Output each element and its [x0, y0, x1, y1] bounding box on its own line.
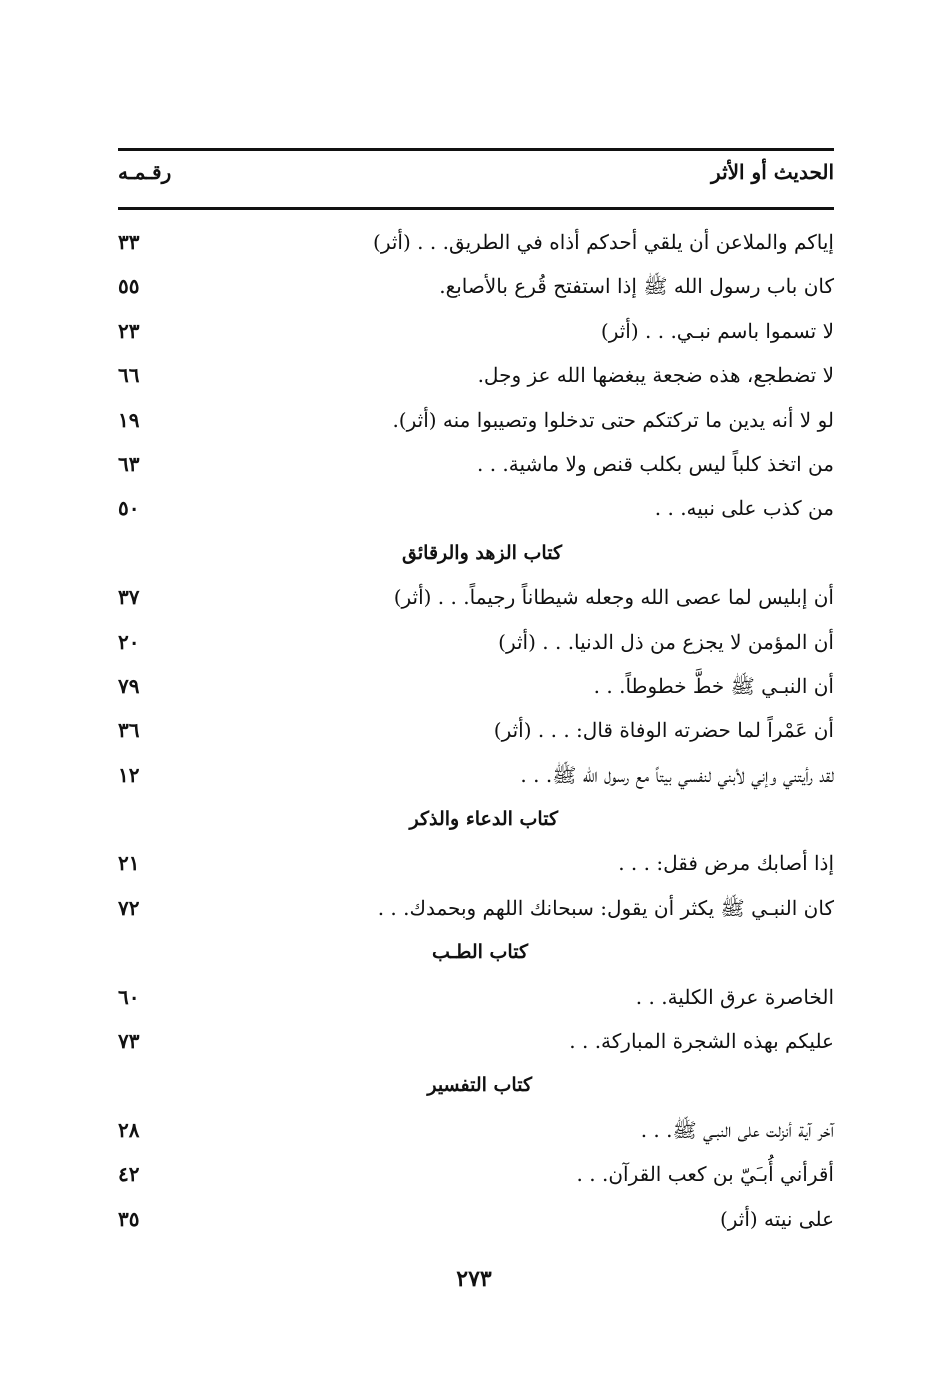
entry-text: إذا أصابك مرض فقل: . . . [618, 851, 834, 876]
section-heading: كتاب الزهد والرقائق [402, 541, 562, 564]
entry-text: من اتخذ كلباً ليس بكلب قنص ولا ماشية. . . [476, 451, 834, 476]
entry-text: الخاصرة عرق الكلية. . . [635, 984, 834, 1009]
entry-number: ٦٠ [118, 984, 140, 1009]
entry-text: لا تضطجع، هذه ضجعة يبغضها الله عز وجل. [477, 363, 834, 388]
section-heading: كتاب الطـب [432, 941, 528, 964]
entry-text: من كذب على نبيه. . . [654, 496, 834, 521]
entry-number: ٧٢ [118, 895, 140, 920]
index-entry [118, 664, 834, 708]
entry-number: ٢٣ [118, 318, 140, 343]
entry-text: لا تسموا باسم نبـي. . . (أثر) [600, 318, 834, 343]
entry-text: على نيته (أثر) [719, 1206, 834, 1231]
table-header [118, 152, 834, 204]
entry-number: ٣٧ [118, 585, 140, 610]
section-heading: كتاب التفسير [427, 1074, 532, 1097]
column-title-hadith: الحديث أو الأثر [711, 160, 834, 184]
index-entry [118, 264, 834, 308]
column-title-number: رقـمـه [118, 160, 172, 184]
index-entry [118, 1197, 834, 1241]
index-entry [118, 975, 834, 1019]
entry-number: ٢١ [118, 851, 140, 876]
entry-number: ٥٠ [118, 496, 140, 521]
index-entry [118, 220, 834, 264]
entry-text: عليكم بهذه الشجرة المباركة. . . [569, 1029, 834, 1054]
entry-text: إياكم والملاعن أن يلقي أحدكم أذاه في الطريق. . . (أثر) [373, 230, 834, 254]
section-heading-row [118, 531, 834, 575]
entry-number: ٥٥ [118, 274, 140, 299]
index-entry [118, 309, 834, 353]
section-heading: كتاب الدعاء والذكر [409, 808, 558, 831]
index-entry [118, 886, 834, 930]
index-entry [118, 442, 834, 486]
entry-number: ٦٣ [118, 451, 140, 476]
section-heading-row [118, 1063, 834, 1107]
entry-text: أن إبليس لما عصى الله وجعله شيطاناً رجيماً. . . (أثر) [393, 585, 834, 610]
index-entry [118, 1019, 834, 1063]
entry-text: أقرأني أُبـَيّ بن كعب القرآن. . . [576, 1162, 834, 1187]
index-entry [118, 753, 834, 797]
index-entry [118, 486, 834, 530]
entry-text: كان النبـي ﷺ يكثر أن يقول: سبحانك اللهم وبحمدك. . . [377, 895, 834, 920]
index-entry [118, 708, 834, 752]
index-entry [118, 1108, 834, 1152]
entry-text: كان باب رسول الله ﷺ إذا استفتح قُرع بالأصابع. [439, 274, 834, 299]
entry-number: ٣٦ [118, 718, 140, 743]
index-entry [118, 1152, 834, 1196]
entry-text: آخر آية أنزلت على النبـي ﷺ. . . [640, 1117, 834, 1142]
page-number: ٢٧٣ [456, 1266, 492, 1292]
index-entry [118, 353, 834, 397]
index-list [118, 220, 834, 1241]
index-entry [118, 575, 834, 619]
entry-number: ٢٨ [118, 1117, 140, 1142]
entry-number: ٣٥ [118, 1206, 140, 1231]
index-entry [118, 841, 834, 885]
entry-number: ٣٣ [118, 230, 140, 254]
entry-text: أن عَمْراً لما حضرته الوفاة قال: . . . (أثر) [493, 718, 834, 743]
index-entry [118, 620, 834, 664]
entry-number: ١٢ [118, 762, 140, 787]
entry-number: ٧٣ [118, 1029, 140, 1054]
entry-number: ١٩ [118, 407, 140, 432]
entry-number: ٤٢ [118, 1162, 140, 1187]
entry-text: أن النبـي ﷺ خطَّ خطوطاً. . . [593, 673, 834, 698]
section-heading-row [118, 930, 834, 974]
entry-number: ٢٠ [118, 629, 140, 654]
entry-text: لقد رأيتني وإني لأبني لنفسي بيتاً مع رسول الله ﷺ. . . [520, 762, 834, 787]
entry-number: ٧٩ [118, 673, 140, 698]
entry-text: أن المؤمن لا يجزع من ذل الدنيا. . . (أثر) [498, 629, 834, 654]
entry-number: ٦٦ [118, 363, 140, 388]
header-bottom-rule [118, 207, 834, 210]
entry-text: لو لا أنه يدين ما تركتكم حتى تدخلوا وتصيبوا منه (أثر). [392, 407, 834, 432]
section-heading-row [118, 797, 834, 841]
index-entry [118, 398, 834, 442]
header-top-rule [118, 148, 834, 151]
